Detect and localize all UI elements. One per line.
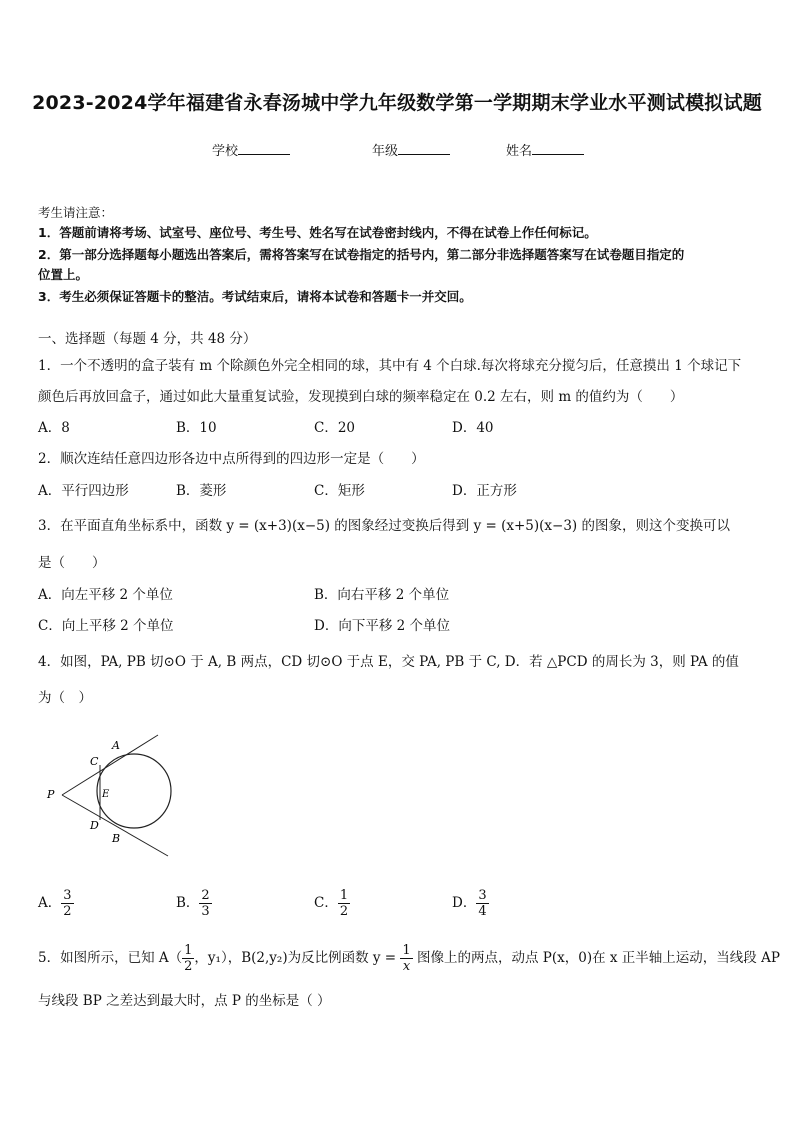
grade-label: 年级 (372, 144, 399, 159)
page-title: 2023-2024学年福建省永春汤城中学九年级数学第一学期期末学业水平测试模拟试题 (32, 92, 762, 114)
q4-option-a-prefix: A． (38, 895, 62, 911)
q2-line1: 2．顺次连结任意四边形各边中点所得到的四边形一定是（ ） (38, 451, 425, 467)
numerator: 1 (339, 888, 349, 903)
q5-function-fraction (400, 943, 412, 974)
q1-line2: 颜色后再放回盒子，通过如此大量重复试验，发现摸到白球的频率稳定在 0.2 左右，则 m 的值约为（ ） (38, 389, 684, 405)
q1-option-a[interactable]: A．8 (38, 420, 70, 436)
q4-line2: 为（ ） (38, 690, 92, 706)
tangent-pa-line (62, 735, 158, 795)
numerator: 3 (63, 888, 72, 903)
q5-line1-part-b: ，y₁），B(2,y₂)为反比例函数 y = (194, 950, 401, 966)
q4-line1: 4．如图，PA, PB 切⊙O 于 A, B 两点，CD 切⊙O 于点 E，交 PA, PB 于 C, D．若 △PCD 的周长为 3，则 PA 的值 (38, 654, 739, 670)
q4-option-a[interactable] (38, 888, 74, 919)
school-label: 学校 (212, 144, 239, 159)
q4-option-b-fraction (199, 888, 211, 919)
grade-field[interactable] (372, 140, 450, 159)
notice-item-2: 2．第一部分选择题每小题选出答案后，需将答案写在试卷指定的括号内，第二部分非选择题答案写在试卷题目指定的 (38, 247, 685, 262)
q1-option-c[interactable]: C．20 (314, 420, 356, 436)
q5-line1-part-c: 图像上的两点，动点 P(x，0)在 x 正半轴上运动，当线段 AP (412, 950, 780, 966)
q4-option-a-fraction (61, 888, 73, 919)
notice-item-2-cont: 位置上。 (38, 267, 89, 282)
denominator: 2 (184, 959, 193, 974)
q2-option-c[interactable]: C．矩形 (314, 483, 365, 499)
q5-line1-part-a: 5．如图所示，已知 A（ (38, 950, 183, 966)
q2-option-d[interactable]: D．正方形 (452, 483, 517, 499)
notice-item-3: 3．考生必须保证答题卡的整洁。考试结束后，请将本试卷和答题卡一并交回。 (38, 289, 472, 304)
tangent-pb-line (62, 795, 168, 856)
numerator: 3 (478, 888, 487, 903)
q3-line2: 是（ ） (38, 555, 106, 571)
label-c: C (90, 755, 99, 768)
q5-point-a-fraction (182, 943, 194, 974)
q3-line1: 3．在平面直角坐标系中，函数 y = (x+3)(x−5) 的图象经过变换后得到 y = (x+5)(x−3) 的图象，则这个变换可以 (38, 518, 730, 534)
section-heading: 一、选择题（每题 4 分，共 48 分） (38, 331, 257, 347)
numerator: 1 (402, 943, 411, 958)
notice-item-1: 1．答题前请将考场、试室号、座位号、考生号、姓名写在试卷密封线内，不得在试卷上作任何标记。 (38, 225, 597, 240)
q4-option-c-prefix: C． (314, 895, 338, 911)
denominator: 3 (201, 904, 210, 919)
q1-line1: 1．一个不透明的盒子装有 m 个除颜色外完全相同的球，其中有 4 个白球.每次将球充分搅匀后，任意摸出 1 个球记下 (38, 358, 742, 374)
label-p: P (47, 788, 55, 801)
q4-tangent-figure (40, 728, 180, 868)
q4-option-b[interactable] (176, 888, 212, 919)
q4-option-d-prefix: D． (452, 895, 477, 911)
q3-option-c[interactable]: C．向上平移 2 个单位 (38, 618, 174, 634)
label-e: E (102, 789, 110, 800)
name-label: 姓名 (506, 144, 533, 159)
q3-option-b[interactable]: B．向右平移 2 个单位 (314, 587, 450, 603)
name-field[interactable] (506, 140, 584, 159)
q4-option-c-fraction (338, 888, 350, 919)
q5-line1 (38, 943, 780, 974)
denominator: x (402, 959, 411, 974)
q4-option-d-fraction (476, 888, 488, 919)
notice-heading: 考生请注意： (38, 205, 114, 220)
numerator: 1 (184, 943, 193, 958)
q3-option-a[interactable]: A．向左平移 2 个单位 (38, 587, 173, 603)
label-d: D (90, 819, 99, 832)
q4-option-d[interactable] (452, 888, 489, 919)
q3-option-d[interactable]: D．向下平移 2 个单位 (314, 618, 450, 634)
q1-option-d[interactable]: D．40 (452, 420, 494, 436)
q2-option-a[interactable]: A．平行四边形 (38, 483, 129, 499)
name-blank[interactable] (532, 142, 584, 155)
denominator: 4 (478, 904, 487, 919)
school-blank[interactable] (238, 142, 290, 155)
label-b: B (112, 832, 121, 845)
grade-blank[interactable] (398, 142, 450, 155)
q5-line2: 与线段 BP 之差达到最大时，点 P 的坐标是（ ） (38, 993, 331, 1009)
denominator: 2 (63, 904, 72, 919)
school-field[interactable] (212, 140, 290, 159)
numerator: 2 (201, 888, 210, 903)
denominator: 2 (339, 904, 349, 919)
q4-option-c[interactable] (314, 888, 350, 919)
q2-option-b[interactable]: B．菱形 (176, 483, 227, 499)
q4-option-b-prefix: B． (176, 895, 200, 911)
label-a: A (112, 739, 120, 752)
q1-option-b[interactable]: B．10 (176, 420, 217, 436)
